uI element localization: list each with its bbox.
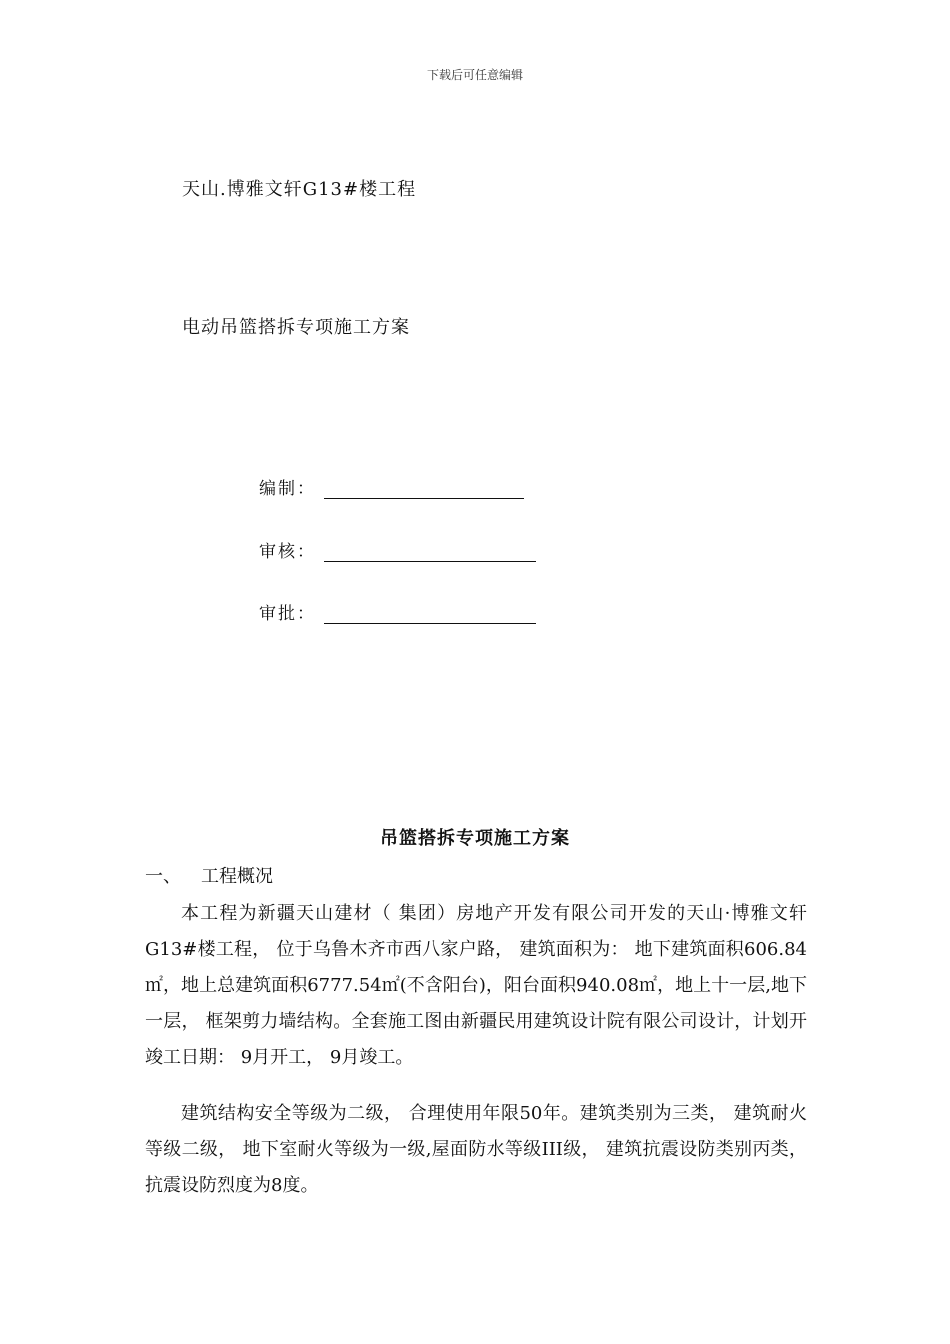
project-name: 天山.博雅文轩G13#楼工程 xyxy=(182,179,417,200)
section-heading-text: 工程概况 xyxy=(201,866,273,887)
section-heading xyxy=(145,862,273,888)
signature-label: 编制： xyxy=(259,479,316,499)
signature-row-approved xyxy=(259,599,536,624)
paragraph-structure-grade: 建筑结构安全等级为二级， 合理使用年限50年。建筑类别为三类， 建筑耐火等级二级， 地下室耐火等级为一级,屋面防水等级III级， 建筑抗震设防类别丙类，抗震设防烈度为8度。 xyxy=(145,1103,807,1196)
signature-row-prepared xyxy=(259,474,524,499)
section-number: 一、 xyxy=(145,866,181,887)
body-title: 吊篮搭拆专项施工方案 xyxy=(380,828,570,849)
document-title: 电动吊篮搭拆专项施工方案 xyxy=(182,317,410,338)
signature-label: 审核： xyxy=(259,542,316,562)
signature-row-reviewed xyxy=(259,537,536,562)
signature-blank xyxy=(324,543,536,562)
signature-blank xyxy=(324,605,536,624)
download-note: 下载后可任意编辑 xyxy=(426,68,523,82)
signature-blank xyxy=(324,480,524,499)
signature-label: 审批： xyxy=(259,604,316,624)
paragraph-project-overview: 本工程为新疆天山建材（ 集团）房地产开发有限公司开发的天山·博雅文轩G13#楼工程， 位于乌鲁木齐市西八家户路， 建筑面积为： 地下建筑面积606.84㎡，地上总建筑面积6777.54㎡(不含阳台)，阳台面积940.08㎡，地上十一层,地下一层， 框架剪力墙结构。全套施工图由新疆民用建筑设计院有限公司设计，计划开竣工日期： 9月开工， 9月竣工。 xyxy=(145,903,807,1068)
